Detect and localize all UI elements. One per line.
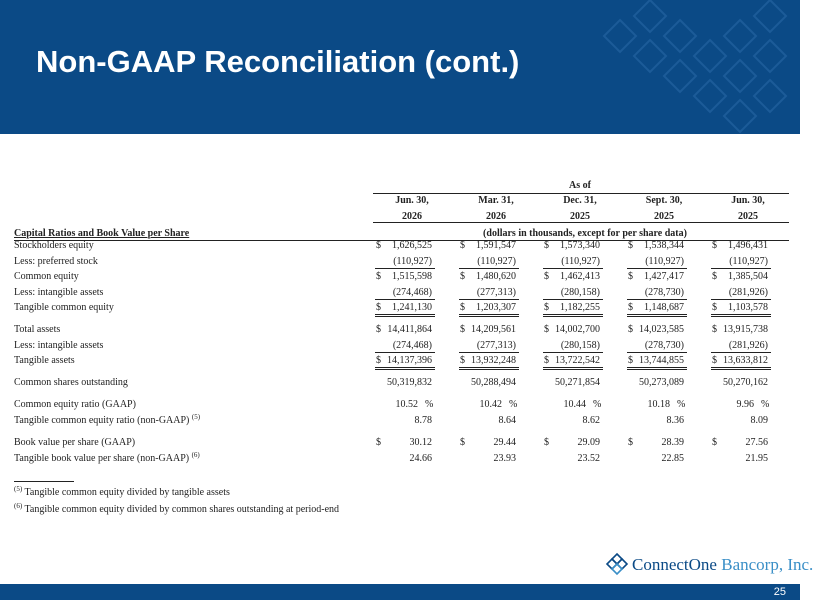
column-header-period: Mar. 31, — [478, 195, 514, 206]
table-cell: 8.78 — [414, 415, 432, 426]
dollar-sign: $ — [712, 302, 717, 313]
table-cell: (274,468) — [392, 340, 432, 351]
subtotal-rule — [375, 299, 435, 300]
table-cell: 1,241,130 — [392, 302, 432, 313]
footnote-marker: (5) — [191, 413, 201, 421]
row-label — [14, 287, 103, 299]
page-number: 25 — [773, 586, 786, 598]
dollar-sign: $ — [544, 355, 549, 366]
table-cell: 1,182,255 — [560, 302, 600, 313]
row-label-text: Book value per share (GAAP) — [14, 437, 136, 448]
table-cell: 50,273,089 — [639, 377, 684, 388]
subtotal-rule — [711, 268, 771, 269]
dollar-sign: $ — [544, 324, 549, 335]
subtotal-rule — [459, 299, 519, 300]
total-double-rule — [627, 314, 687, 317]
table-cell: 10.18 — [647, 399, 670, 410]
dollar-sign: $ — [628, 324, 633, 335]
table-cell: 50,288,494 — [471, 377, 516, 388]
total-double-rule — [459, 367, 519, 370]
dollar-sign: $ — [712, 324, 717, 335]
table-cell: 10.42 — [479, 399, 502, 410]
row-label-text: Common shares outstanding — [14, 377, 128, 388]
dollar-sign: $ — [376, 324, 381, 335]
row-label-text: Less: intangible assets — [14, 287, 104, 298]
row-label — [14, 355, 75, 367]
subtotal-rule — [543, 299, 603, 300]
table-cell: 14,023,585 — [639, 324, 684, 335]
logo-brand-primary: ConnectOne — [632, 555, 717, 574]
row-label-text: Less: intangible assets — [14, 340, 104, 351]
table-cell: 1,538,344 — [644, 240, 684, 251]
table-cell: 1,496,431 — [728, 240, 768, 251]
table-cell: (110,927) — [561, 256, 600, 267]
subtotal-rule — [375, 352, 435, 353]
table-cell: 9.96 — [736, 399, 754, 410]
table-cell: 1,462,413 — [560, 271, 600, 282]
percent-sign: % — [761, 399, 770, 410]
footnote — [14, 487, 230, 499]
table-cell: 22.85 — [661, 453, 684, 464]
dollar-sign: $ — [376, 240, 381, 251]
column-header-year: 2026 — [486, 211, 506, 222]
table-cell: 8.64 — [498, 415, 516, 426]
table-cell: 14,411,864 — [387, 324, 432, 335]
dollar-sign: $ — [628, 437, 633, 448]
table-cell: 1,480,620 — [476, 271, 516, 282]
subtotal-rule — [627, 268, 687, 269]
table-cell: 1,148,687 — [644, 302, 684, 313]
percent-sign: % — [509, 399, 518, 410]
column-header-period: Dec. 31, — [563, 195, 597, 206]
dollar-sign: $ — [460, 271, 465, 282]
subtotal-rule — [627, 352, 687, 353]
total-double-rule — [543, 367, 603, 370]
dollar-sign: $ — [712, 437, 717, 448]
table-cell: 14,209,561 — [471, 324, 516, 335]
dollar-sign: $ — [712, 271, 717, 282]
dollar-sign: $ — [712, 355, 717, 366]
table-cell: 1,203,307 — [476, 302, 516, 313]
table-cell: (110,927) — [645, 256, 684, 267]
footnote-mark: (5) — [14, 485, 23, 493]
dollar-sign: $ — [544, 271, 549, 282]
table-cell: 13,915,738 — [723, 324, 768, 335]
column-header-period: Sept. 30, — [645, 195, 683, 206]
table-cell: 21.95 — [745, 453, 768, 464]
table-cell: 29.09 — [577, 437, 600, 448]
table-cell: (277,313) — [476, 340, 516, 351]
total-double-rule — [375, 367, 435, 370]
subtotal-rule — [543, 352, 603, 353]
table-cell: (277,313) — [476, 287, 516, 298]
subtotal-rule — [375, 268, 435, 269]
table-cell: (274,468) — [392, 287, 432, 298]
row-label-text: Common equity — [14, 271, 79, 282]
total-double-rule — [543, 314, 603, 317]
diamond-chain-logo-icon — [606, 553, 628, 575]
row-label-text: Tangible common equity — [14, 302, 114, 313]
dollar-sign: $ — [376, 355, 381, 366]
percent-sign: % — [425, 399, 434, 410]
table-cell: 27.56 — [745, 437, 768, 448]
table-cell: 1,591,547 — [476, 240, 516, 251]
dollar-sign: $ — [544, 240, 549, 251]
table-cell: 50,319,832 — [387, 377, 432, 388]
footnote-text: Tangible common equity divided by common shares outstanding at period-end — [22, 504, 340, 515]
row-label-text: Stockholders equity — [14, 240, 94, 251]
row-label — [14, 271, 79, 283]
table-cell: 8.09 — [750, 415, 768, 426]
dollar-sign: $ — [460, 302, 465, 313]
row-label-text: Common equity ratio (GAAP) — [14, 399, 136, 410]
table-cell: 8.36 — [666, 415, 684, 426]
table-cell: 1,103,578 — [728, 302, 768, 313]
row-label — [14, 437, 135, 449]
table-cell: 1,427,417 — [644, 271, 684, 282]
row-label-text: Total assets — [14, 324, 61, 335]
total-double-rule — [459, 314, 519, 317]
row-label-text: Tangible common equity ratio (non-GAAP) — [14, 415, 190, 426]
column-header-period: Jun. 30, — [395, 195, 429, 206]
table-cell: 10.44 — [563, 399, 586, 410]
dollar-sign: $ — [460, 355, 465, 366]
as-of-heading: As of — [569, 180, 591, 191]
table-cell: (280,158) — [560, 340, 600, 351]
column-header-year: 2025 — [654, 211, 674, 222]
footnote-text: Tangible common equity divided by tangible assets — [22, 487, 230, 498]
subtotal-rule — [711, 352, 771, 353]
row-label — [14, 377, 128, 389]
table-cell: (278,730) — [644, 340, 684, 351]
table-cell: 13,722,542 — [555, 355, 600, 366]
dollar-sign: $ — [460, 437, 465, 448]
table-cell: (110,927) — [729, 256, 768, 267]
table-cell: 1,385,504 — [728, 271, 768, 282]
row-label — [14, 340, 103, 352]
table-cell: (278,730) — [644, 287, 684, 298]
table-cell: (110,927) — [477, 256, 516, 267]
table-cell: 23.93 — [493, 453, 516, 464]
table-cell: 13,633,812 — [723, 355, 768, 366]
units-note: (dollars in thousands, except for per share data) — [483, 228, 687, 239]
dollar-sign: $ — [628, 302, 633, 313]
percent-sign: % — [677, 399, 686, 410]
table-cell: 1,626,525 — [392, 240, 432, 251]
footnote-marker: (6) — [191, 451, 200, 459]
logo-wordmark — [632, 555, 813, 575]
table-cell: 13,932,248 — [471, 355, 516, 366]
subtotal-rule — [627, 299, 687, 300]
column-header-period: Jun. 30, — [731, 195, 765, 206]
row-label — [14, 256, 98, 268]
row-label-text: Tangible assets — [14, 355, 75, 366]
page-title: Non-GAAP Reconciliation (cont.) — [36, 44, 520, 79]
percent-sign: % — [593, 399, 602, 410]
table-cell: 28.39 — [661, 437, 684, 448]
dollar-sign: $ — [376, 302, 381, 313]
footnote-separator — [14, 481, 74, 482]
table-cell: 50,270,162 — [723, 377, 768, 388]
table-cell: 23.52 — [577, 453, 600, 464]
row-label — [14, 453, 200, 465]
subtotal-rule — [459, 352, 519, 353]
dollar-sign: $ — [460, 240, 465, 251]
table-cell: 10.52 — [395, 399, 418, 410]
table-cell: 50,271,854 — [555, 377, 600, 388]
table-cell: 13,744,855 — [639, 355, 684, 366]
table-cell: 14,002,700 — [555, 324, 600, 335]
dollar-sign: $ — [544, 437, 549, 448]
subtotal-rule — [543, 268, 603, 269]
total-double-rule — [627, 367, 687, 370]
column-header-year: 2026 — [402, 211, 422, 222]
row-label — [14, 399, 136, 411]
year-rule — [373, 222, 789, 223]
dollar-sign: $ — [628, 271, 633, 282]
logo-brand-secondary: Bancorp, Inc. — [716, 555, 813, 574]
section-title: Capital Ratios and Book Value per Share — [14, 228, 190, 239]
footnote — [14, 504, 339, 516]
table-cell: (281,926) — [728, 287, 768, 298]
table-cell: 1,573,340 — [560, 240, 600, 251]
total-double-rule — [711, 367, 771, 370]
row-label-text: Less: preferred stock — [14, 256, 98, 267]
table-cell: (280,158) — [560, 287, 600, 298]
dollar-sign: $ — [376, 271, 381, 282]
dollar-sign: $ — [544, 302, 549, 313]
dollar-sign: $ — [628, 240, 633, 251]
table-cell: 24.66 — [409, 453, 432, 464]
dollar-sign: $ — [628, 355, 633, 366]
subtotal-rule — [459, 268, 519, 269]
column-header-year: 2025 — [738, 211, 758, 222]
company-logo — [606, 551, 813, 577]
row-label — [14, 240, 94, 252]
dollar-sign: $ — [376, 437, 381, 448]
table-cell: 1,515,598 — [392, 271, 432, 282]
as-of-rule — [373, 193, 789, 194]
dollar-sign: $ — [712, 240, 717, 251]
dollar-sign: $ — [460, 324, 465, 335]
table-cell: 8.62 — [582, 415, 600, 426]
row-label — [14, 324, 60, 336]
table-cell: (281,926) — [728, 340, 768, 351]
table-cell: 14,137,396 — [387, 355, 432, 366]
table-cell: (110,927) — [393, 256, 432, 267]
table-cell: 30.12 — [409, 437, 432, 448]
subtotal-rule — [711, 299, 771, 300]
row-label — [14, 302, 114, 314]
row-label-text: Tangible book value per share (non-GAAP) — [14, 453, 190, 464]
slide-footer — [0, 584, 800, 600]
row-label — [14, 415, 200, 427]
total-double-rule — [711, 314, 771, 317]
table-cell: 29.44 — [493, 437, 516, 448]
column-header-year: 2025 — [570, 211, 590, 222]
total-double-rule — [375, 314, 435, 317]
footnote-mark: (6) — [14, 502, 23, 510]
